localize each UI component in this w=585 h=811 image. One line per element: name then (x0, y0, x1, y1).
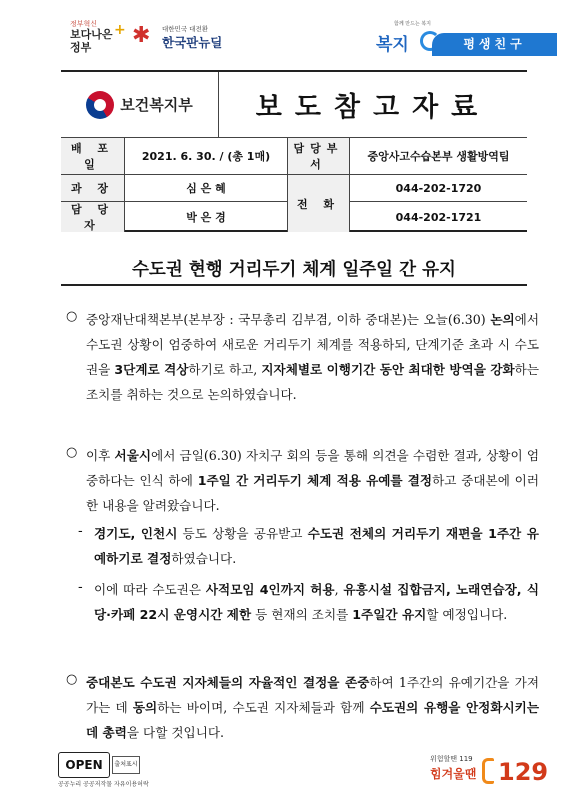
body-text: 을 다할 것입니다. (126, 725, 225, 740)
emphasis-text: 중대본도 수도권 지자체들의 자율적인 결정을 존중 (86, 675, 370, 690)
body-text: 이후 (86, 448, 115, 463)
chief-value: 심 은 혜 (125, 175, 288, 202)
emphasis-text: 논의 (490, 312, 515, 327)
phone-number-1: 044-202-1720 (350, 175, 527, 202)
paragraph-3 (94, 521, 539, 571)
kogl-open-license (58, 752, 166, 788)
ministry-brand (61, 72, 219, 138)
emphasis-text: 지자체별로 이행기간 동안 최대한 방역을 강화 (261, 362, 515, 377)
body-text: 등 현재의 조치를 (251, 607, 353, 622)
emphasis-text: 수도권의 유행을 안정화시키는 데 총력 (86, 700, 539, 740)
emphasis-text: 유흥시설 집합금지, 노래연습장, 식당·카페 22시 운영시간 제한 (94, 582, 539, 622)
emphasis-text: 동의 (132, 700, 158, 715)
body-text: 하는 바이며, 수도권 지자체들과 함께 (157, 700, 370, 715)
phone-label: 전 화 (288, 175, 350, 232)
body-text: 중앙재난대책본부(본부장 : 국무총리 김부겸, 이하 중대본)는 오늘(6.30) (86, 312, 491, 327)
body-text: 하는 조치를 취하는 것으로 논의하였습니다. (86, 362, 539, 402)
new-deal-logo-small: 대한민국 대전환 (162, 25, 209, 33)
department-label: 담당부서 (288, 138, 350, 175)
top-banner (0, 0, 585, 58)
emphasis-text: 3단계로 격상 (114, 362, 189, 377)
officer-value: 박 은 경 (125, 202, 288, 232)
open-license-caption: 공공누리 공공저작물 자유이용허락 (58, 781, 149, 788)
gov-innovation-logo (70, 20, 126, 54)
gov-innovation-logo-small: 정부혁신 (70, 20, 98, 28)
headline-rule (61, 284, 527, 286)
new-deal-star-icon: ✱ (132, 23, 151, 48)
emphasis-text: 수도권 전체의 거리두기 재편을 1주간 유예하기로 결정 (94, 526, 539, 566)
emphasis-text: 경기도, 인천시 (94, 526, 178, 541)
body-text: , (334, 582, 344, 597)
chief-label: 과 장 (61, 175, 125, 202)
emphasis-text: 서울시 (114, 448, 152, 463)
lifelong-friend-tag: 평생친구 (432, 33, 557, 56)
dash-bullet-icon: - (78, 524, 83, 539)
korean-new-deal-logo (132, 20, 232, 54)
ministry-name: 보건복지부 (120, 96, 193, 114)
phone-icon (482, 758, 494, 784)
body-text: 에서 금일(6.30) 자치구 회의 등을 통해 의견을 수렴한 결과, 상황이 엄중하다는 인식 하에 (86, 448, 539, 488)
welfare-logo-main: 복지 (376, 35, 409, 55)
emphasis-text: 1주일간 유지 (352, 607, 427, 622)
body-text: 할 예정입니다. (426, 607, 508, 622)
body-text: 에서 수도권 상황이 엄중하여 새로운 거리두기 체계를 적용하되, 단계기준 초과 시 수도권을 (86, 312, 539, 377)
paragraph-2 (86, 443, 539, 518)
emphasis-text: 사적모임 4인까지 허용 (205, 582, 335, 597)
paragraph-4 (94, 577, 539, 627)
gov-innovation-logo-main: 보다나은 정부 (70, 28, 113, 54)
hotline-mid-text: 힘겨울땐 (430, 767, 477, 781)
hotline-129-logo (420, 748, 549, 792)
phone-number-2: 044-202-1721 (395, 210, 482, 224)
attribution-mark: 출처표시 (112, 756, 140, 774)
department-value: 중앙사고수습본부 생활방역팀 (350, 138, 527, 175)
paragraph-1 (86, 307, 539, 407)
press-header-table (61, 70, 527, 232)
hotline-small-text: 위험할땐 119 (430, 755, 473, 763)
body-text: 하고 중대본에 이러한 내용을 알려왔습니다. (86, 473, 539, 513)
release-date-label: 배 포 일 (61, 138, 125, 175)
body-text: 하였습니다. (171, 551, 237, 566)
body-text: 이에 따라 수도권은 (94, 582, 206, 597)
circle-bullet-icon: ○ (66, 445, 78, 460)
dash-bullet-icon: - (78, 580, 83, 595)
hotline-number: 129 (498, 758, 549, 786)
new-deal-logo-main: 한국판뉴딜 (162, 35, 223, 50)
circle-bullet-icon: ○ (66, 672, 78, 687)
headline: 수도권 현행 거리두기 체계 일주일 간 유지 (132, 260, 456, 280)
body-text: 하여 1주간의 유예기간을 가져가는 데 (86, 675, 539, 715)
document-title: 보도참고자료 (219, 72, 527, 138)
emphasis-text: 1주일 간 거리두기 체계 적용 유예를 결정 (197, 473, 433, 488)
body-text: 등도 상황을 공유받고 (177, 526, 308, 541)
paragraph-5 (86, 670, 539, 745)
officer-label: 담 당 자 (61, 202, 125, 232)
release-date-value: 2021. 6. 30. / (총 1매) (125, 138, 288, 175)
taegeuk-emblem-icon (86, 91, 114, 119)
open-license-mark: OPEN (58, 752, 110, 778)
welfare-logo-small: 함께 만드는 복지 (394, 21, 431, 27)
body-text: 하기로 하고, (188, 362, 262, 377)
plus-icon: + (114, 22, 126, 38)
circle-bullet-icon: ○ (66, 309, 78, 324)
